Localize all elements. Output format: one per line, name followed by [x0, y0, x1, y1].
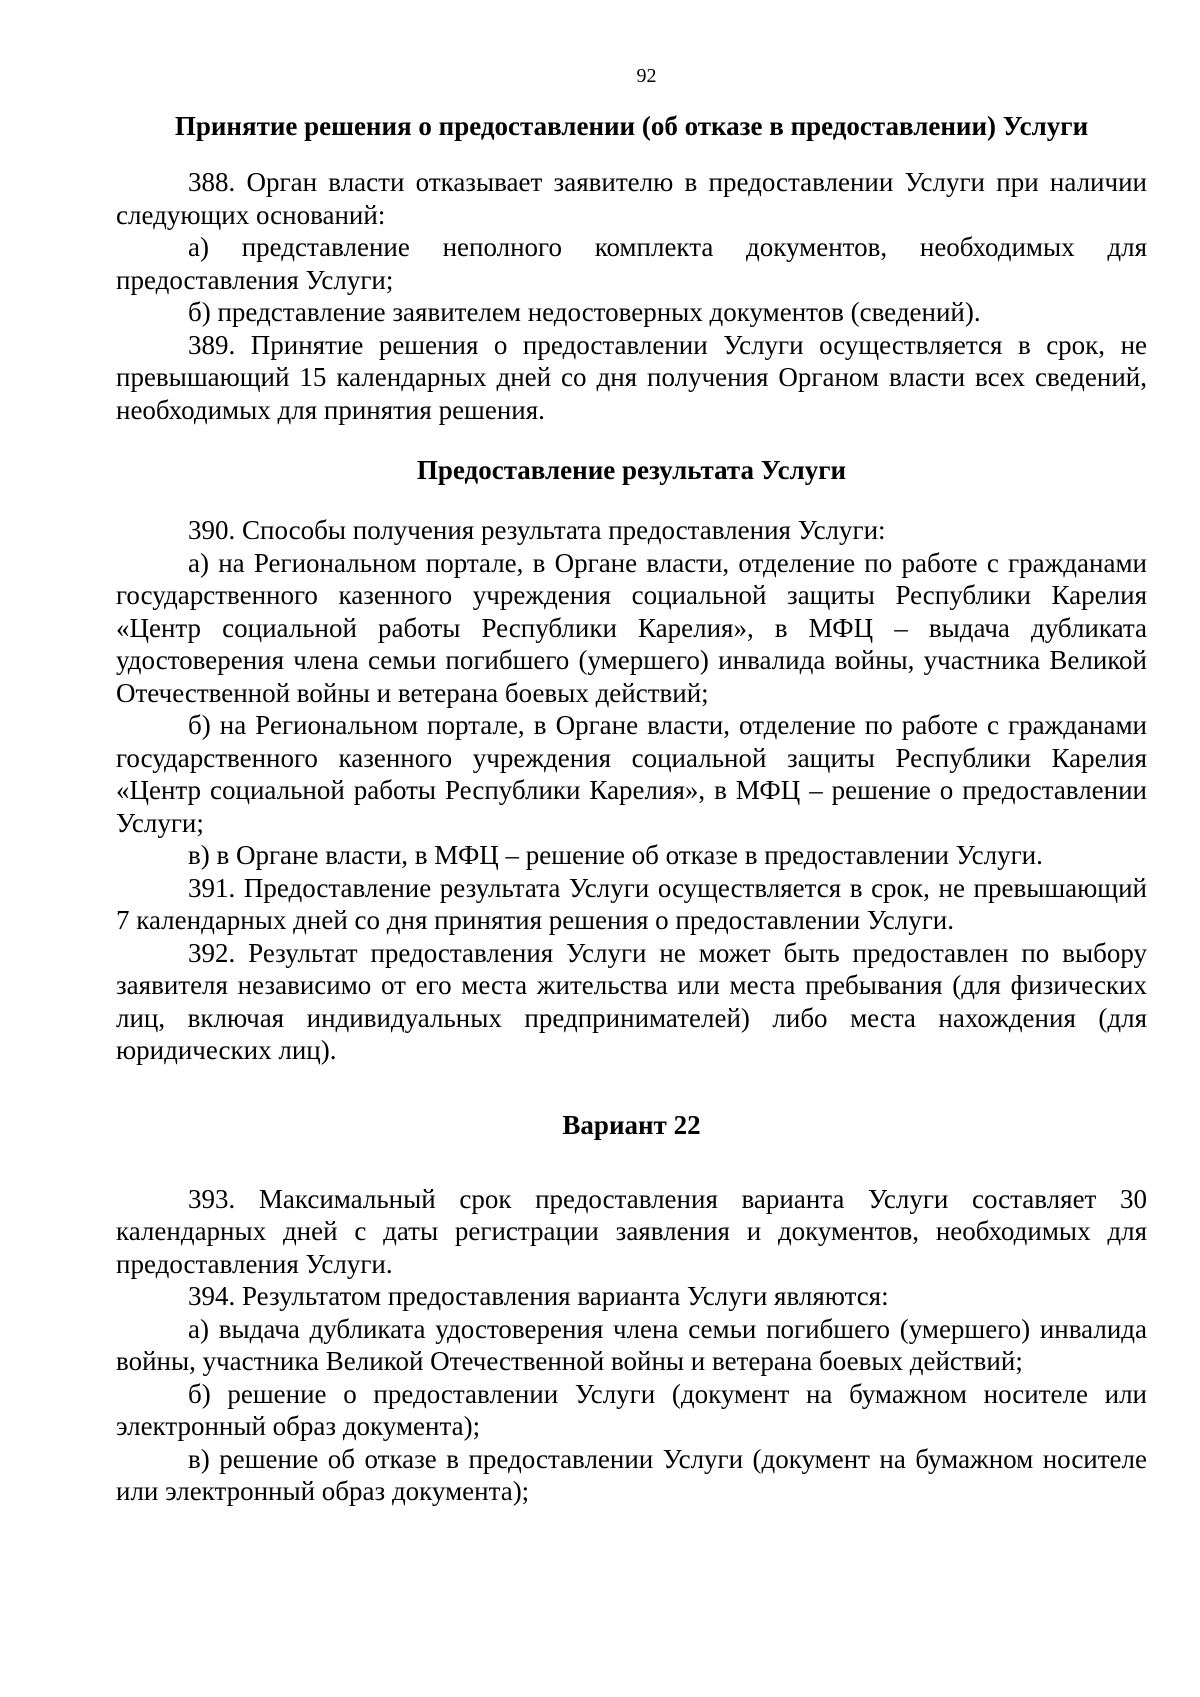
paragraph-389: 389. Принятие решения о предоставлении Услуги осуществляется в срок, не превышающий 15 календарных дней со дня получения Органом власти всех сведений, необходимых для принятия решения.: [116, 329, 1147, 425]
page-number: 92: [636, 65, 657, 87]
paragraph-394-v: в) решение об отказе в предоставлении Услуги (документ на бумажном носителе или электронный образ документа);: [116, 1443, 1147, 1506]
paragraph-388-b: б) представление заявителем недостоверных документов (сведений).: [188, 297, 981, 327]
paragraph-391: 391. Предоставление результата Услуги осуществляется в срок, не превышающий 7 календарных дней со дня принятия решения о предоставлении Услуги.: [116, 872, 1147, 935]
paragraph-393: 393. Максимальный срок предоставления варианта Услуги составляет 30 календарных дней с даты регистрации заявления и документов, необходимых для предоставления Услуги.: [116, 1183, 1147, 1279]
paragraph-388-a: а) представление неполного комплекта документов, необходимых для предоставления Услуги;: [116, 232, 1147, 295]
section-title-decision: Принятие решения о предоставлении (об отказе в предоставлении) Услуги: [174, 111, 1089, 141]
section-title-variant-22: Вариант 22: [562, 1109, 701, 1140]
paragraph-394: 394. Результатом предоставления варианта Услуги являются:: [188, 1281, 889, 1311]
document-page: [116, 64, 1147, 1508]
paragraph-390-v: в) в Органе власти, в МФЦ – решение об отказе в предоставлении Услуги.: [188, 840, 1043, 870]
paragraph-394-b: б) решение о предоставлении Услуги (документ на бумажном носителе или электронный образ документа);: [116, 1378, 1147, 1441]
paragraph-392: 392. Результат предоставления Услуги не может быть предоставлен по выбору заявителя независимо от его места жительства или места пребывания (для физических лиц, включая индивидуальных предпринимателей) либо места нахождения (для юридических лиц).: [116, 937, 1147, 1065]
section-title-result: Предоставление результата Услуги: [416, 455, 847, 485]
paragraph-390-b: б) на Региональном портале, в Органе власти, отделение по работе с гражданами государственного казенного учреждения социальной защиты Республики Карелия «Центр социальной работы Республики Карелия», в МФЦ – решение о предоставлении Услуги;: [116, 710, 1147, 838]
paragraph-394-a: а) выдача дубликата удостоверения члена семьи погибшего (умершего) инвалида войны, участника Великой Отечественной войны и ветерана боевых действий;: [116, 1313, 1147, 1376]
paragraph-388: 388. Орган власти отказывает заявителю в предоставлении Услуги при наличии следующих оснований:: [116, 167, 1147, 230]
paragraph-390-a: а) на Региональном портале, в Органе власти, отделение по работе с гражданами государственного казенного учреждения социальной защиты Республики Карелия «Центр социальной работы Республики Карелия», в МФЦ – выдача дубликата удостоверения члена семьи погибшего (умершего) инвалида войны, участника Великой Отечественной войны и ветерана боевых действий;: [116, 547, 1147, 708]
paragraph-390: 390. Способы получения результата предоставления Услуги:: [188, 515, 886, 545]
